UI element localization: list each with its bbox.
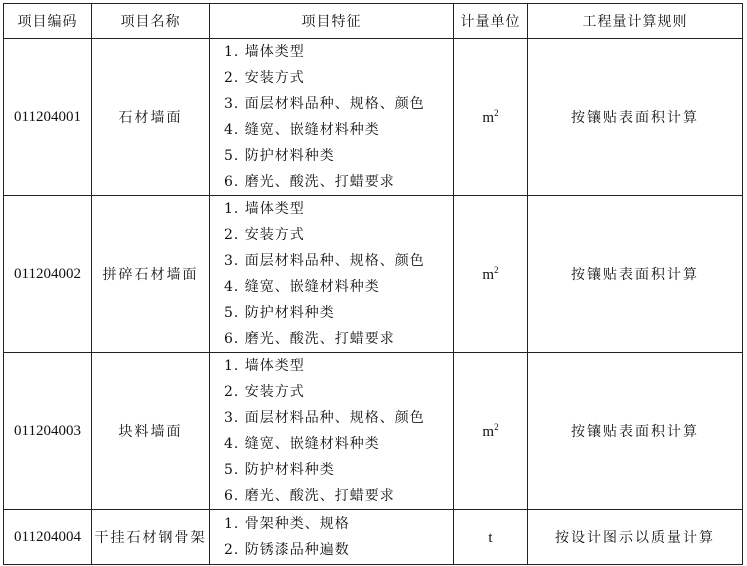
- item-features: [210, 196, 454, 353]
- item-rule: 按镶贴表面积计算: [528, 196, 743, 353]
- feature-line: 3. 面层材料品种、规格、颜色: [224, 410, 425, 426]
- item-name: 块料墙面: [92, 353, 210, 510]
- feature-line: 2. 安装方式: [224, 384, 305, 400]
- feature-line: 4. 缝宽、嵌缝材料种类: [224, 436, 380, 452]
- item-features: [210, 353, 454, 510]
- item-features: [210, 510, 454, 565]
- header-features: 项目特征: [210, 4, 454, 39]
- item-name: 石材墙面: [92, 39, 210, 196]
- item-code: 011204001: [4, 39, 92, 196]
- feature-line: 5. 防护材料种类: [224, 148, 335, 164]
- feature-line: 5. 防护材料种类: [224, 305, 335, 321]
- table-header-row: [4, 4, 743, 39]
- item-rule: 按镶贴表面积计算: [528, 353, 743, 510]
- feature-line: 3. 面层材料品种、规格、颜色: [224, 96, 425, 112]
- unit-superscript: 2: [494, 264, 499, 275]
- item-unit: [454, 510, 528, 565]
- item-code: 011204002: [4, 196, 92, 353]
- unit-base: m: [482, 423, 495, 440]
- feature-line: 4. 缝宽、嵌缝材料种类: [224, 279, 380, 295]
- feature-line: 1. 墙体类型: [224, 201, 305, 217]
- feature-line: 1. 墙体类型: [224, 358, 305, 374]
- feature-line: 1. 墙体类型: [224, 44, 305, 60]
- unit-base: t: [488, 529, 493, 546]
- item-name: 干挂石材钢骨架: [92, 510, 210, 565]
- item-unit: [454, 39, 528, 196]
- table-wrapper: [3, 3, 743, 565]
- item-code: 011204003: [4, 353, 92, 510]
- feature-line: 6. 磨光、酸洗、打蜡要求: [224, 331, 395, 347]
- table-row: [4, 196, 743, 353]
- item-rule: 按镶贴表面积计算: [528, 39, 743, 196]
- feature-line: 2. 安装方式: [224, 70, 305, 86]
- item-code: 011204004: [4, 510, 92, 565]
- item-features: [210, 39, 454, 196]
- item-name: 拼碎石材墙面: [92, 196, 210, 353]
- item-unit: [454, 353, 528, 510]
- table-row: [4, 353, 743, 510]
- header-rule: 工程量计算规则: [528, 4, 743, 39]
- item-unit: [454, 196, 528, 353]
- feature-line: 1. 骨架种类、规格: [224, 516, 350, 532]
- table-row: [4, 510, 743, 565]
- table-row: [4, 39, 743, 196]
- feature-line: 2. 防锈漆品种遍数: [224, 542, 350, 558]
- feature-line: 6. 磨光、酸洗、打蜡要求: [224, 174, 395, 190]
- feature-line: 2. 安装方式: [224, 227, 305, 243]
- item-rule: 按设计图示以质量计算: [528, 510, 743, 565]
- feature-line: 4. 缝宽、嵌缝材料种类: [224, 122, 380, 138]
- unit-base: m: [482, 109, 495, 126]
- unit-superscript: 2: [494, 421, 499, 432]
- feature-line: 5. 防护材料种类: [224, 462, 335, 478]
- quantity-rules-table: [3, 3, 743, 565]
- header-name: 项目名称: [92, 4, 210, 39]
- unit-base: m: [482, 266, 495, 283]
- feature-line: 3. 面层材料品种、规格、颜色: [224, 253, 425, 269]
- header-unit: 计量单位: [454, 4, 528, 39]
- unit-superscript: 2: [494, 107, 499, 118]
- feature-line: 6. 磨光、酸洗、打蜡要求: [224, 488, 395, 504]
- header-code: 项目编码: [4, 4, 92, 39]
